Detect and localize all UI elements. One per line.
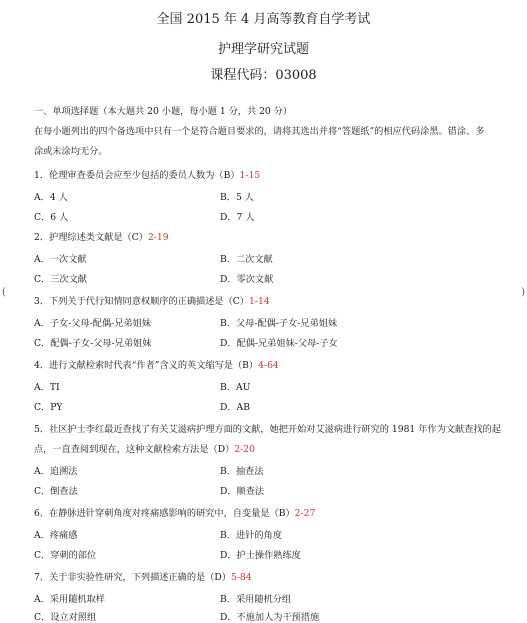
reference-code: 5-84 <box>230 572 252 583</box>
section-title: 一、单项选择题（本大题共 20 小题，每小题 1 分，共 20 分） <box>34 106 293 117</box>
option-c: C．6 人 <box>34 212 69 223</box>
option-b: B．进针的角度 <box>220 530 282 541</box>
question-5: 5．社区护士李红最近查找了有关艾滋病护理方面的文献，她把开始对艾滋病进行研究的 1981 年作为文献查找的起 <box>34 424 501 435</box>
option-c: C．三次文献 <box>34 274 87 285</box>
option-b: B．5 人 <box>220 192 254 203</box>
option-d: D．AB <box>220 402 250 413</box>
question-stem: 4．进行文献检索时代表“作者”含义的英文缩写是（B） <box>34 360 259 371</box>
option-b: B．AU <box>220 382 251 393</box>
question-stem: 点，一直查阅到现在，这种文献检索方法是（D） <box>34 444 235 455</box>
option-d: D．配偶-兄弟姐妹-父母-子女 <box>220 338 338 349</box>
option-a: A．采用随机取样 <box>34 594 105 605</box>
reference-code: 2-19 <box>147 232 169 243</box>
option-c: C．倒查法 <box>34 486 78 497</box>
option-b: B．抽查法 <box>220 466 264 477</box>
question-3 <box>34 296 270 307</box>
option-c: C．配偶-子女-父母-兄弟姐妹 <box>34 338 152 349</box>
exam-title: 全国 2015 年 4 月高等教育自学考试 <box>156 12 371 27</box>
option-a: A．疼痛感 <box>34 530 78 541</box>
option-a: A．子女-父母-配偶-兄弟姐妹 <box>34 318 152 329</box>
option-c: C．穿刺的部位 <box>34 550 97 561</box>
question-stem: 3．下列关于代行知情同意权顺序的正确描述是（C） <box>34 296 249 307</box>
right-margin-mark: ) <box>521 287 525 298</box>
reference-code: 2-27 <box>294 508 316 519</box>
question-stem: 7．关于非实验性研究，下列描述正确的是（D） <box>34 572 231 583</box>
option-b: B．父母-配偶-子女-兄弟姐妹 <box>220 318 338 329</box>
section-instruction: 在每小题列出的四个备选项中只有一个是符合题目要求的，请将其选出并将“答题纸”的相应代码涂黑。错涂、多 <box>34 126 485 137</box>
reference-code: 1-14 <box>249 296 270 307</box>
section-instruction-cont: 涂或未涂均无分。 <box>34 146 108 157</box>
question-7 <box>34 572 252 583</box>
reference-code: 1-15 <box>239 170 261 181</box>
reference-code: 4-64 <box>258 360 279 371</box>
option-b: B．二次文献 <box>220 254 273 265</box>
question-stem: 6．在静脉进针穿刺角度对疼痛感影响的研究中，自变量是（B） <box>34 508 295 519</box>
question-2 <box>34 232 169 243</box>
question-1 <box>34 170 260 181</box>
option-a: A．追溯法 <box>34 466 78 477</box>
question-5-cont <box>34 444 255 455</box>
option-a: A．一次文献 <box>34 254 87 265</box>
option-d: D．7 人 <box>220 212 255 223</box>
option-c: C．设立对照组 <box>34 612 97 623</box>
course-code: 课程代码：03008 <box>210 68 317 83</box>
left-margin-mark: ( <box>2 287 6 298</box>
option-b: B．采用随机分组 <box>220 594 292 605</box>
option-d: D．零次文献 <box>220 274 274 285</box>
option-d: D．顺查法 <box>220 486 265 497</box>
question-stem: 1．伦理审查委员会应至少包括的委员人数为（B） <box>34 170 240 181</box>
option-a: A．TI <box>34 382 60 393</box>
option-a: A．4 人 <box>34 192 68 203</box>
question-4 <box>34 360 279 371</box>
option-d: D．护士操作熟练度 <box>220 550 301 561</box>
option-d: D．不施加人为干预措施 <box>220 612 320 623</box>
question-stem: 2．护理综述类文献是（C） <box>34 232 148 243</box>
exam-subject: 护理学研究试题 <box>217 42 309 57</box>
option-c: C．PY <box>34 402 63 413</box>
reference-code: 2-20 <box>234 444 255 455</box>
question-6 <box>34 508 315 519</box>
